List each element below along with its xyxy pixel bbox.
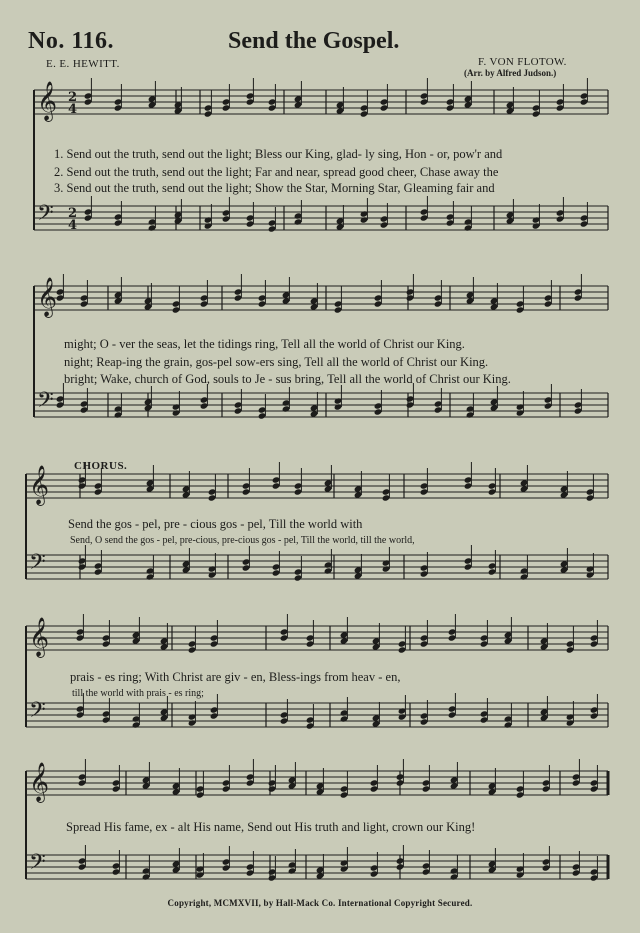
lyric-line: 3. Send out the truth, send out the light; Show the Star, Morning Star, Gleaming fair and: [54, 181, 495, 195]
lyric-line: prais - es ring; With Christ are giv - en, Bless-ings from heav - en,: [70, 670, 401, 684]
bass-clef-icon: 𝄢: [29, 850, 46, 880]
lyric-line: night; Reap-ing the grain, gos-pel sow-ers sing, Tell all the world of Christ our King.: [64, 355, 489, 369]
lyric-line: Spread His fame, ex - alt His name, Send out His truth and light, crown our King!: [66, 820, 476, 834]
lyric-line: Send the gos - pel, pre - cious gos - pel, Till the world with: [68, 517, 363, 531]
lyric-line: 1. Send out the truth, send out the light; Bless our King, glad- ly sing, Hon - or, pow'r and: [54, 147, 503, 161]
treble-clef-icon: 𝄞: [37, 81, 58, 121]
lyric-line: might; O - ver the seas, let the tidings ring, Tell all the world of Christ our King.: [64, 337, 465, 351]
bass-clef-icon: 𝄢: [29, 698, 46, 728]
author-credit: E. E. HEWITT.: [46, 58, 120, 70]
chorus-label: CHORUS.: [74, 460, 128, 472]
hymn-title: Send the Gospel.: [228, 28, 400, 54]
time-signature-numerator: 2: [68, 90, 78, 105]
treble-clef-icon: 𝄞: [29, 465, 50, 505]
copyright-notice: Copyright, MCMXVII, by Hall-Mack Co. International Copyright Secured.: [167, 898, 473, 908]
treble-clef-icon: 𝄞: [29, 762, 50, 802]
bass-clef-icon: 𝄢: [37, 388, 54, 418]
lyric-line: 2. Send out the truth, send out the light; Far and near, spread good cheer, Chase away the: [54, 165, 499, 179]
lyric-line-small: till the world with prais - es ring;: [72, 688, 204, 699]
bass-clef-icon: 𝄢: [29, 550, 46, 580]
hymn-number: No. 116.: [28, 28, 115, 54]
time-signature-denominator: 4: [68, 102, 78, 117]
time-signature-denominator: 4: [68, 218, 78, 233]
lyric-line-small: Send, O send the gos - pel, pre-cious, pre-cious gos - pel, Till the world, till the world,: [70, 535, 415, 546]
arranger-credit: (Arr. by Alfred Judson.): [464, 68, 557, 78]
time-signature-numerator: 2: [68, 206, 78, 221]
bass-clef-icon: 𝄢: [37, 201, 54, 231]
treble-clef-icon: 𝄞: [37, 277, 58, 317]
lyric-line: bright; Wake, church of God, souls to Je - sus bring, Tell all the world of Christ our King.: [64, 372, 511, 386]
treble-clef-icon: 𝄞: [29, 617, 50, 657]
composer-credit: F. VON FLOTOW.: [478, 56, 567, 68]
